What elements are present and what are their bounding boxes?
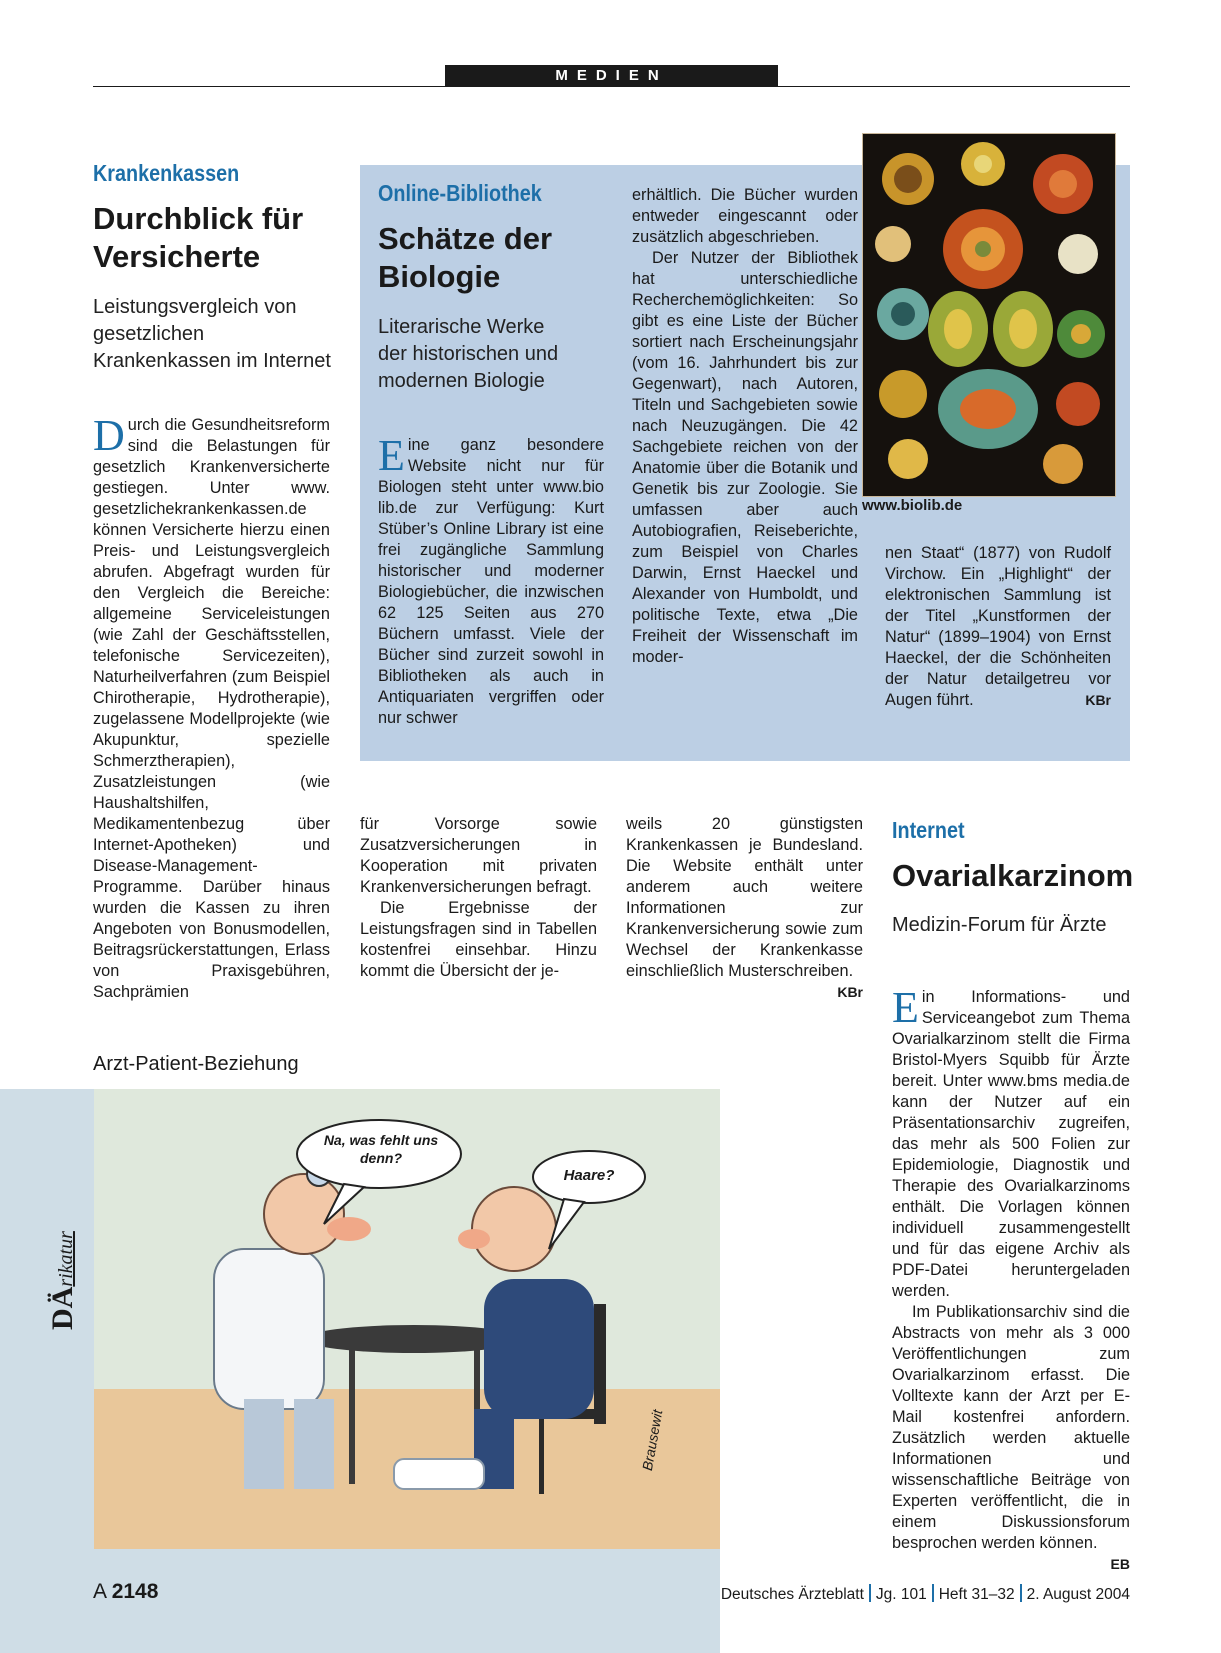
- article1-kicker: Krankenkassen: [93, 160, 240, 186]
- haeckel-plate-illustration: [863, 134, 1115, 496]
- darikatur-logo: DÄrikatur: [46, 1231, 79, 1330]
- article3-column: Ein Informations- und Serviceangebot zum Thema Ovarialkarzinom stellt die Firma Bristol-Myers Squibb für Ärzte bereit. Unter www.bms media.de kann der Nutzer auf ein Präsentationsarchiv zugreifen, das mehr als 500 Folien zur Epidemiologie, Diagnostik und Therapie des Ovarialkarzinoms enthält. Die Vorlagen können individuell zusammengestellt und für das eigene Archiv als PDF-Datei heruntergeladen werden. Im Publikationsarchiv sind die Abstracts von mehr als 3 000 Veröffentlichungen zum Ovarialkarzinom erfasst. Die Volltexte kann der Arzt per E-Mail kostenfrei anfordern. Zusätzlich werden aktuelle Informationen und wissenschaftliche Beiträge von Experten veröffentlicht, die in einem Diskussionsforum besprochen werden können. EB: [892, 987, 1130, 1575]
- drop-cap: E: [378, 431, 405, 480]
- volume: Jg. 101: [875, 1586, 927, 1603]
- artist-signature: Brausewit: [639, 1408, 666, 1472]
- speech-bubble-doctor: Na, was fehlt uns denn?: [323, 1132, 439, 1166]
- page-number: A 2148: [93, 1580, 159, 1603]
- footer-separator: [869, 1584, 871, 1602]
- biolib-plate-image: [862, 133, 1116, 497]
- section-label: MEDIEN: [445, 65, 778, 86]
- cartoon-title: Arzt-Patient-Beziehung: [93, 1053, 299, 1075]
- article1-column-1: Durch die Gesundheitsreform sind die Belastungen für gesetzlich Krankenversicherte gestiegen. Unter www. gesetzlichekrankenkassen.de können Versicherte hierzu einen Preis- und Leistungsvergleich abrufen. Abgefragt wurden für den Vergleich die Bereiche: allgemeine Serviceleistungen (wie Zahl der Geschäftsstellen, telefonische Servicezeiten), Naturheilverfahren (zum Beispiel Chirotherapie, Hydrotherapie), zugelassene Modellprojekte (wie Akupunktur, spezielle Schmerztherapien), Zusatzleistungen (wie Haushaltshilfen, Medikamentenbezug über Internet-Apotheken) und Disease-Management-Programme. Darüber hinaus wurden die Kassen zu ihren Angeboten von Bonusmodellen, Beitragsrückerstattungen, Erlass von Praxisgebühren, Sachprämien: [93, 411, 330, 1001]
- issue: Heft 31–32: [938, 1586, 1015, 1603]
- article2-column-3: nen Staat“ (1877) von Rudolf Virchow. Ein „Highlight“ der elektronischen Sammlung ist der Titel „Kunstformen der Natur“ (1899–1904) von Ernst Haeckel, der die Schönheiten der Natur detailgetreu vor Augen führt. KBr: [885, 544, 1111, 709]
- journal-name: Deutsches Ärzteblatt: [720, 1586, 864, 1603]
- article2-column-2: erhältlich. Die Bücher wurden entweder eingescannt oder zusätzlich abgeschrieben. Der Nutzer der Bibliothek hat unterschiedliche Recherchemöglichkeiten: So gibt es eine Liste der Bücher sortiert nach Erscheinungsjahr (vom 16. Jahrhundert bis zur Gegenwart), nach Autoren, Titeln und Sachgebieten sowie nach Neuzugängen. Die 42 Sachgebiete reichen von der Anatomie über die Botanik und Genetik bis zur Zoologie. Sie umfassen aber auch Autobiografien, Reiseberichte, zum Beispiel von Charles Darwin, Ernst Haeckel und Alexander von Humboldt, und politische Texte, etwa „Die Freiheit der Wissenschaft im moder-: [632, 186, 858, 666]
- article1-column-3: weils 20 günstigsten Krankenkassen je Bundesland. Die Website enthält unter anderem auch weitere Informationen zur Krankenversicherung sowie zum Wechsel der Krankenkasse einschließlich Musterschreiben. KBr: [626, 814, 863, 1003]
- article2-subhead: Literarische Werke der historischen und modernen Biologie: [378, 316, 559, 392]
- drop-cap: E: [892, 983, 919, 1032]
- speech-bubble-patient: Haare?: [563, 1167, 615, 1184]
- article3-headline: Ovarialkarzinom: [892, 858, 1134, 893]
- drop-cap: D: [93, 411, 125, 460]
- issue-date: 2. August 2004: [1026, 1586, 1130, 1603]
- image-caption-url: www.biolib.de: [862, 497, 963, 514]
- author-initials: EB: [1110, 1556, 1130, 1572]
- author-initials: KBr: [1085, 692, 1111, 708]
- article3-subhead: Medizin-Forum für Ärzte: [892, 914, 1107, 936]
- article2-headline: Schätze der Biologie: [378, 221, 553, 294]
- article2-column-1: Eine ganz besondere Website nicht nur für Biologen steht unter www.bio lib.de zur Verfügung: Kurt Stüber’s Online Library ist eine frei zugängliche Sammlung historischer und moderner Biologiebücher, die inzwischen 62 125 Seiten aus 270 Büchern umfasst. Viele der Bücher sind zurzeit sowohl in Bibliotheken als auch in Antiquariaten vergriffen oder nur schwer: [378, 431, 604, 727]
- cartoon-image: [94, 1089, 720, 1549]
- article3-kicker: Internet: [892, 817, 965, 843]
- footer-citation: [721, 1584, 1130, 1604]
- header-rule: [93, 86, 1130, 87]
- article2-kicker: Online-Bibliothek: [378, 180, 542, 206]
- article1-headline: Durchblick für Versicherte: [93, 201, 304, 274]
- article1-subhead: Leistungsvergleich von gesetzlichen Krankenkassen im Internet: [93, 296, 331, 372]
- footer-separator: [1020, 1584, 1022, 1602]
- footer-separator: [932, 1584, 934, 1602]
- article1-column-2: für Vorsorge sowie Zusatzversicherungen in Kooperation mit privaten Krankenversicherungen befragt. Die Ergebnisse der Leistungsfragen sind in Tabellen kostenfrei einsehbar. Hinzu kommt die Übersicht der je-: [360, 815, 597, 980]
- author-initials: KBr: [837, 984, 863, 1000]
